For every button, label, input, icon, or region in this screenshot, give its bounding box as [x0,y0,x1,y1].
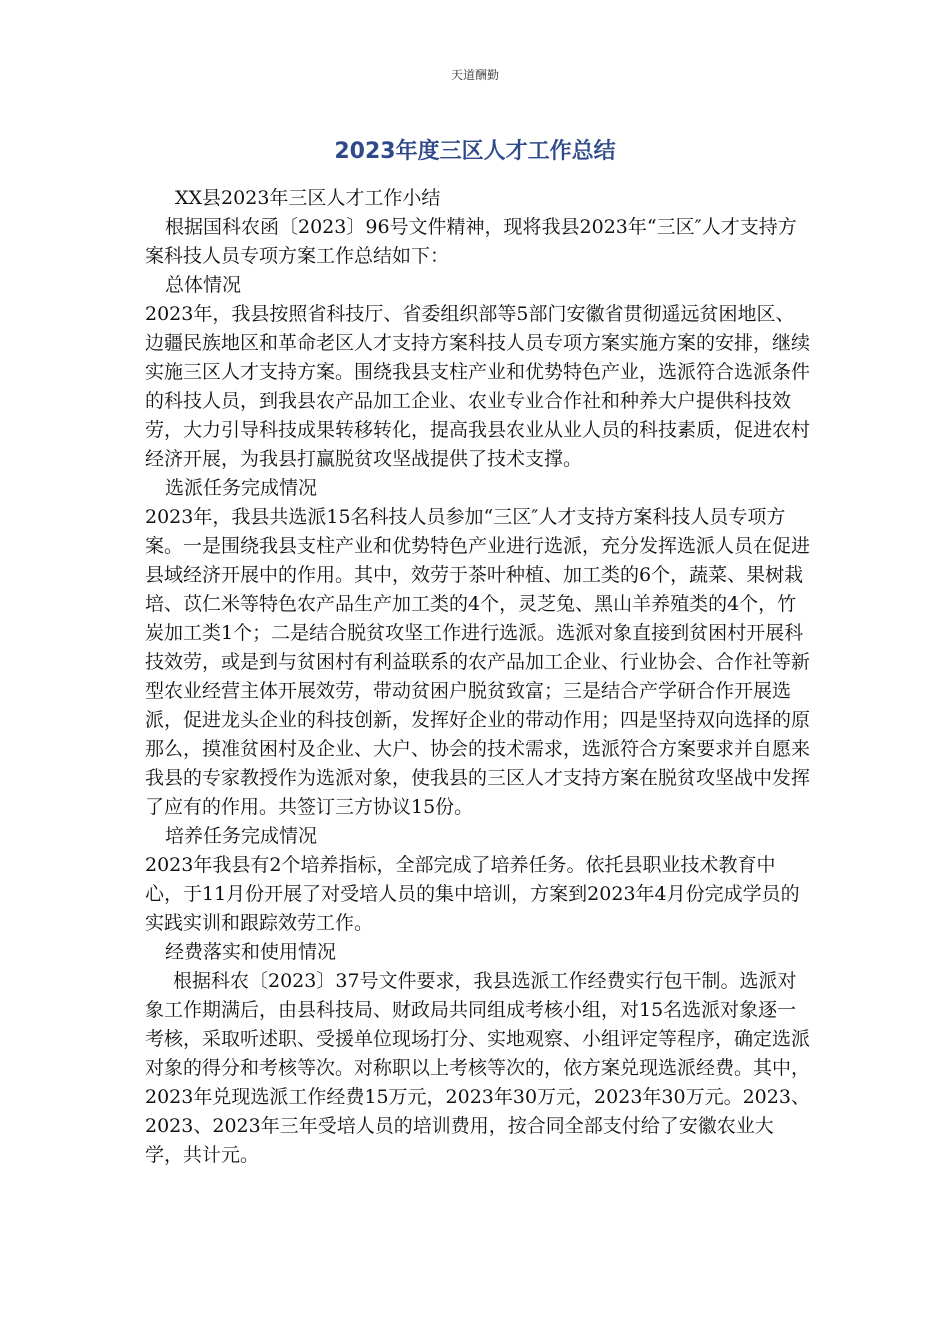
section-body-selection: 2023年，我县共选派15名科技人员参加“三区″人才支持方案科技人员专项方案。一是围绕我县支柱产业和优势特色产业进行选派，充分发挥选派人员在促进县域经济开展中的作用。其中，效劳于茶叶种植、加工类的6个，蔬菜、果树栽培、苡仁米等特色农产品生产加工类的4个，灵芝兔、黑山羊养殖类的4个，竹炭加工类1个；二是结合脱贫攻坚工作进行选派。选派对象直接到贫困村开展科技效劳，或是到与贫困村有利益联系的农产品加工企业、行业协会、合作社等新型农业经营主体开展效劳，带动贫困户脱贫致富；三是结合产学研合作开展选派，促进龙头企业的科技创新，发挥好企业的带动作用；四是坚持双向选择的原那么，摸准贫困村及企业、大户、协会的技术需求，选派符合方案要求并自愿来我县的专家教授作为选派对象，使我县的三区人才支持方案在脱贫攻坚战中发挥了应有的作用。共签订三方协议15份。 [145,506,811,818]
section-body-funding: 根据科农〔2023〕37号文件要求，我县选派工作经费实行包干制。选派对象工作期满后，由县科技局、财政局共同组成考核小组，对15名选派对象逐一考核，采取听述职、受援单位现场打分、实地观察、小组评定等程序，确定选派对象的得分和考核等次。对称职以上考核等次的，依方案兑现选派经费。其中，2023年兑现选派工作经费15万元，2023年30万元，2023年30万元。2023、2023、2023年三年受培人员的培训费用，按合同全部支付给了安徽农业大学，共计元。 [145,970,811,1166]
document-title: 2023年度三区人才工作总结 [334,139,616,164]
section-heading-selection: 选派任务完成情况 [165,477,318,499]
intro-paragraph: 根据国科农函〔2023〕96号文件精神，现将我县2023年“三区″人才支持方案科技人员专项方案工作总结如下： [145,216,797,267]
section-heading-funding: 经费落实和使用情况 [165,941,337,963]
document-body [145,184,811,1170]
section-heading-overall: 总体情况 [165,274,242,296]
section-body-overall: 2023年，我县按照省科技厅、省委组织部等5部门安徽省贯彻遥远贫困地区、边疆民族地区和革命老区人才支持方案科技人员专项方案实施方案的安排，继续实施三区人才支持方案。围绕我县支柱产业和优势特色产业，选派符合选派条件的科技人员，到我县农产品加工企业、农业专业合作社和种养大户提供科技效劳，大力引导科技成果转移转化，提高我县农业从业人员的科技素质，促进农村经济开展，为我县打赢脱贫攻坚战提供了技术支撑。 [145,303,811,470]
page-header: 天道酬勤 [450,68,499,82]
document-subtitle: XX县2023年三区人才工作小结 [175,187,441,209]
section-body-training: 2023年我县有2个培养指标，全部完成了培养任务。依托县职业技术教育中心，于11月份开展了对受培人员的集中培训，方案到2023年4月份完成学员的实践实训和跟踪效劳工作。 [145,854,800,934]
section-heading-training: 培养任务完成情况 [165,825,318,847]
